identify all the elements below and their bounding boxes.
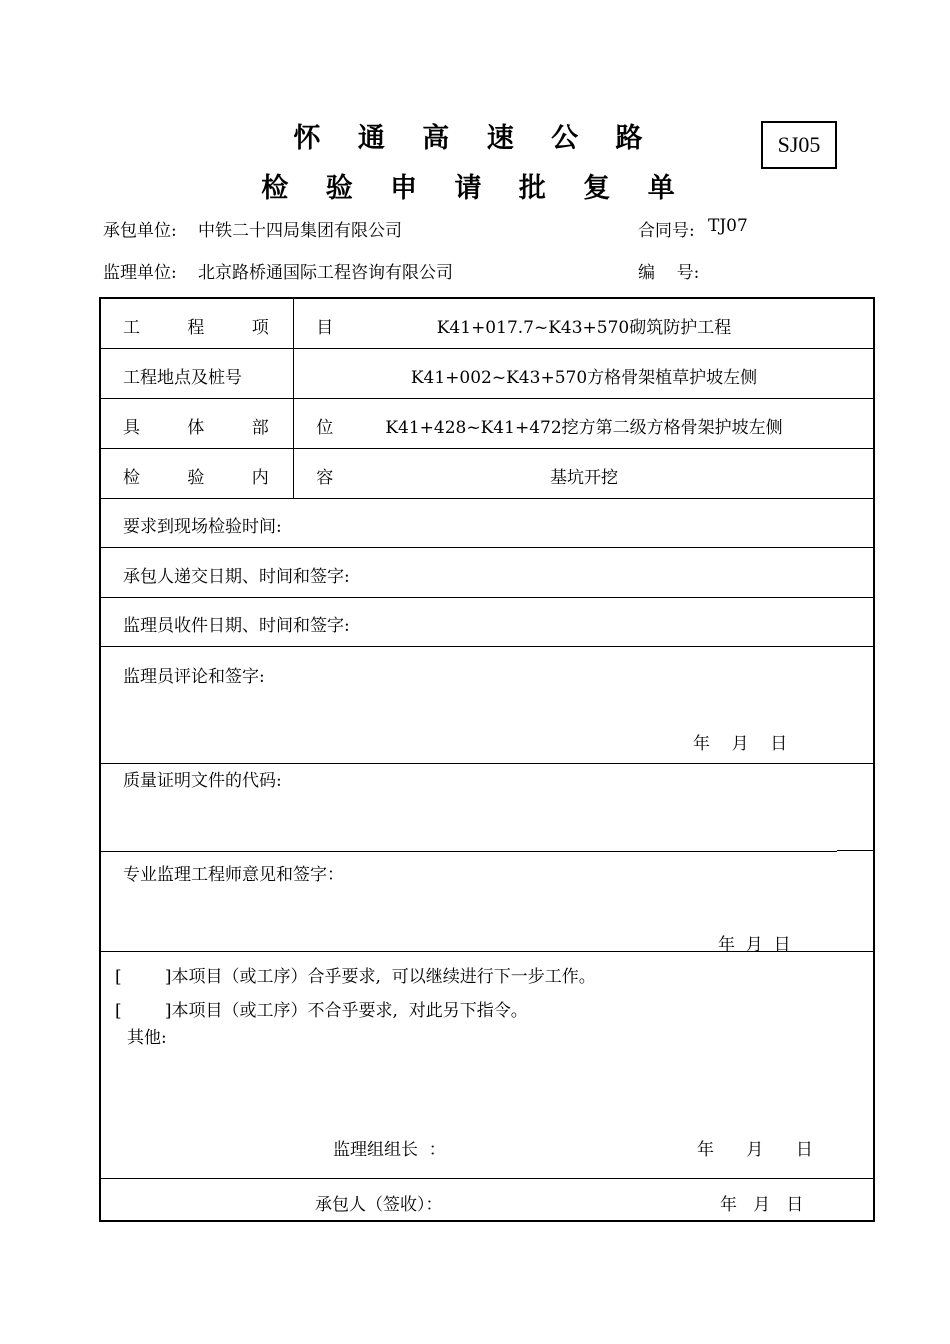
contractor-receipt-field: 承包人（签收）：: [315, 1195, 443, 1215]
row-divider: [101, 597, 873, 598]
supervisor-comment-field: 监理员评论和签字:: [123, 667, 265, 687]
row-divider: [101, 448, 873, 449]
supervisor-label: 监理单位:: [103, 263, 177, 283]
contractor-value: 中铁二十四局集团有限公司: [198, 221, 402, 241]
document-title: 怀 通 高 速 公 路: [293, 123, 657, 154]
date-line: 年 月 日: [693, 734, 788, 754]
project-label: 工 程 项 目: [123, 318, 355, 338]
contract-no-label: 合同号:: [638, 221, 695, 241]
part-value: K41+428~K41+472挖方第二级方格骨架护坡左侧: [385, 418, 783, 438]
form-code-box: SJ05: [761, 121, 837, 169]
location-value: K41+002~K43+570方格骨架植草护坡左侧: [410, 368, 758, 388]
supervisor-receive-field: 监理员收件日期、时间和签字:: [123, 616, 350, 636]
group-leader-field: 监理组组长 ：: [333, 1140, 446, 1160]
serial-number-label: 编 号:: [638, 263, 700, 283]
contractor-label: 承包单位:: [103, 221, 177, 241]
row-divider: [101, 547, 873, 548]
contractor-submit-field: 承包人递交日期、时间和签字:: [123, 567, 350, 587]
contract-no-value: TJ07: [708, 216, 748, 236]
row-divider: [101, 763, 873, 764]
date-line: 年 月 日: [697, 1140, 813, 1160]
form-table: [99, 297, 875, 1222]
part-label: 具 体 部 位: [123, 418, 355, 438]
engineer-opinion-field: 专业监理工程师意见和签字：: [123, 865, 344, 885]
row-divider: [101, 498, 873, 499]
inspection-time-field: 要求到现场检验时间:: [123, 517, 282, 537]
content-label: 检 验 内 容: [123, 468, 355, 488]
row-divider: [101, 1178, 873, 1179]
content-value: 基坑开挖: [550, 468, 618, 488]
quality-code-field: 质量证明文件的代码:: [123, 771, 282, 791]
row-divider: [101, 851, 837, 852]
date-line: 年 月 日: [718, 935, 791, 955]
row-divider: [101, 348, 873, 349]
document-subtitle: 检 验 申 请 批 复 单: [261, 173, 689, 204]
option-fail: [ ]本项目（或工序）不合乎要求, 对此另下指令。: [115, 1001, 528, 1021]
location-label: 工程地点及桩号: [123, 368, 242, 388]
row-divider: [101, 398, 873, 399]
option-pass: [ ]本项目（或工序）合乎要求, 可以继续进行下一步工作。: [115, 967, 596, 987]
supervisor-value: 北京路桥通国际工程咨询有限公司: [198, 263, 453, 283]
row-divider-stub: [837, 850, 873, 851]
other-field: 其他:: [127, 1028, 167, 1048]
row-divider: [101, 646, 873, 647]
project-value: K41+017.7~K43+570砌筑防护工程: [436, 318, 732, 338]
date-line: 年 月 日: [720, 1195, 804, 1215]
